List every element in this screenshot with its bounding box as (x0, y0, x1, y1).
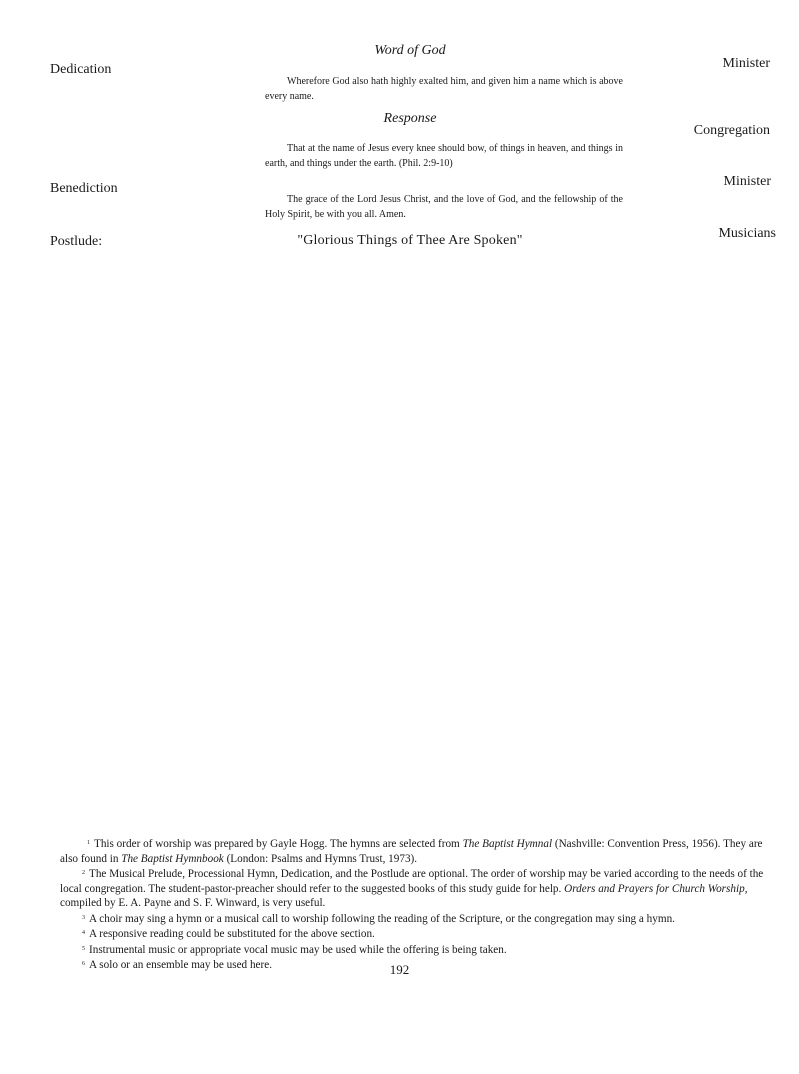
footnote-text: Instrumental music or appropriate vocal music may be used while the offering is being taken. (89, 943, 507, 956)
postlude-label: Postlude: (50, 234, 103, 249)
footnote-text: The Musical Prelude, Processional Hymn, Dedication, and the Postlude are optional. The order of worship may be varied according to the needs of the local congregation. The student-pastor-preacher should refer to the suggested books of this study guide for help. (60, 868, 764, 895)
footnote-2 (60, 866, 780, 911)
footnote-marker: 2 (82, 870, 85, 876)
footnote-text: A responsive reading could be substituted for the above section. (89, 928, 375, 940)
book-title: Orders and Prayers for Church Worship (564, 882, 745, 895)
response-text: That at the name of Jesus every knee should bow, of things in heaven, and things in earth, and things under the earth. (Phil. 2:9-10) (265, 143, 623, 169)
footnote-4 (60, 926, 780, 942)
footnote-3 (60, 911, 780, 927)
footnote-marker: 4 (82, 930, 85, 936)
musicians-label: Musicians (718, 226, 776, 241)
book-title: The Baptist Hymnbook (121, 852, 224, 865)
minister-label-2: Minister (723, 174, 771, 189)
response-heading: Response (383, 111, 437, 126)
footnote-text: (Nashville: Convention Press, 1956). They are also found in (60, 838, 763, 865)
word-of-god-text: Wherefore God also hath highly exalted him, and given him a name which is above every name. (265, 76, 623, 102)
footnote-5 (60, 942, 780, 958)
book-title: The Baptist Hymnal (462, 838, 553, 850)
footnote-marker: 5 (82, 945, 85, 952)
minister-label-1: Minister (722, 56, 770, 71)
footnote-text: A choir may sing a hymn or a musical call to worship following the reading of the Scripture, or the congregation may sing a hymn. (89, 912, 675, 925)
footnote-text: , compiled by E. A. Payne and S. F. Winward, is very useful. (60, 882, 748, 909)
footnote-marker: 3 (82, 914, 85, 921)
footnote-text: This order of worship was prepared by Gayle Hogg. The hymns are selected from (94, 838, 463, 850)
footnote-text: A solo or an ensemble may be used here. (89, 959, 272, 971)
word-of-god-heading: Word of God (374, 43, 446, 58)
congregation-label: Congregation (693, 123, 770, 138)
footnote-text: (London: Psalms and Hymns Trust, 1973). (223, 852, 418, 865)
footnote-marker: 6 (82, 961, 85, 967)
benediction-text: The grace of the Lord Jesus Christ, and the love of God, and the fellowship of the Holy Spirit, be with you all. Amen. (265, 194, 623, 220)
page-number: 192 (389, 962, 410, 977)
dedication-label: Dedication (50, 62, 112, 77)
postlude-hymn-title: "Glorious Things of Thee Are Spoken" (297, 233, 523, 248)
benediction-label: Benediction (50, 181, 118, 196)
footnote-marker: 1 (87, 840, 90, 846)
footnotes-block (60, 836, 780, 973)
footnote-1 (60, 836, 780, 866)
